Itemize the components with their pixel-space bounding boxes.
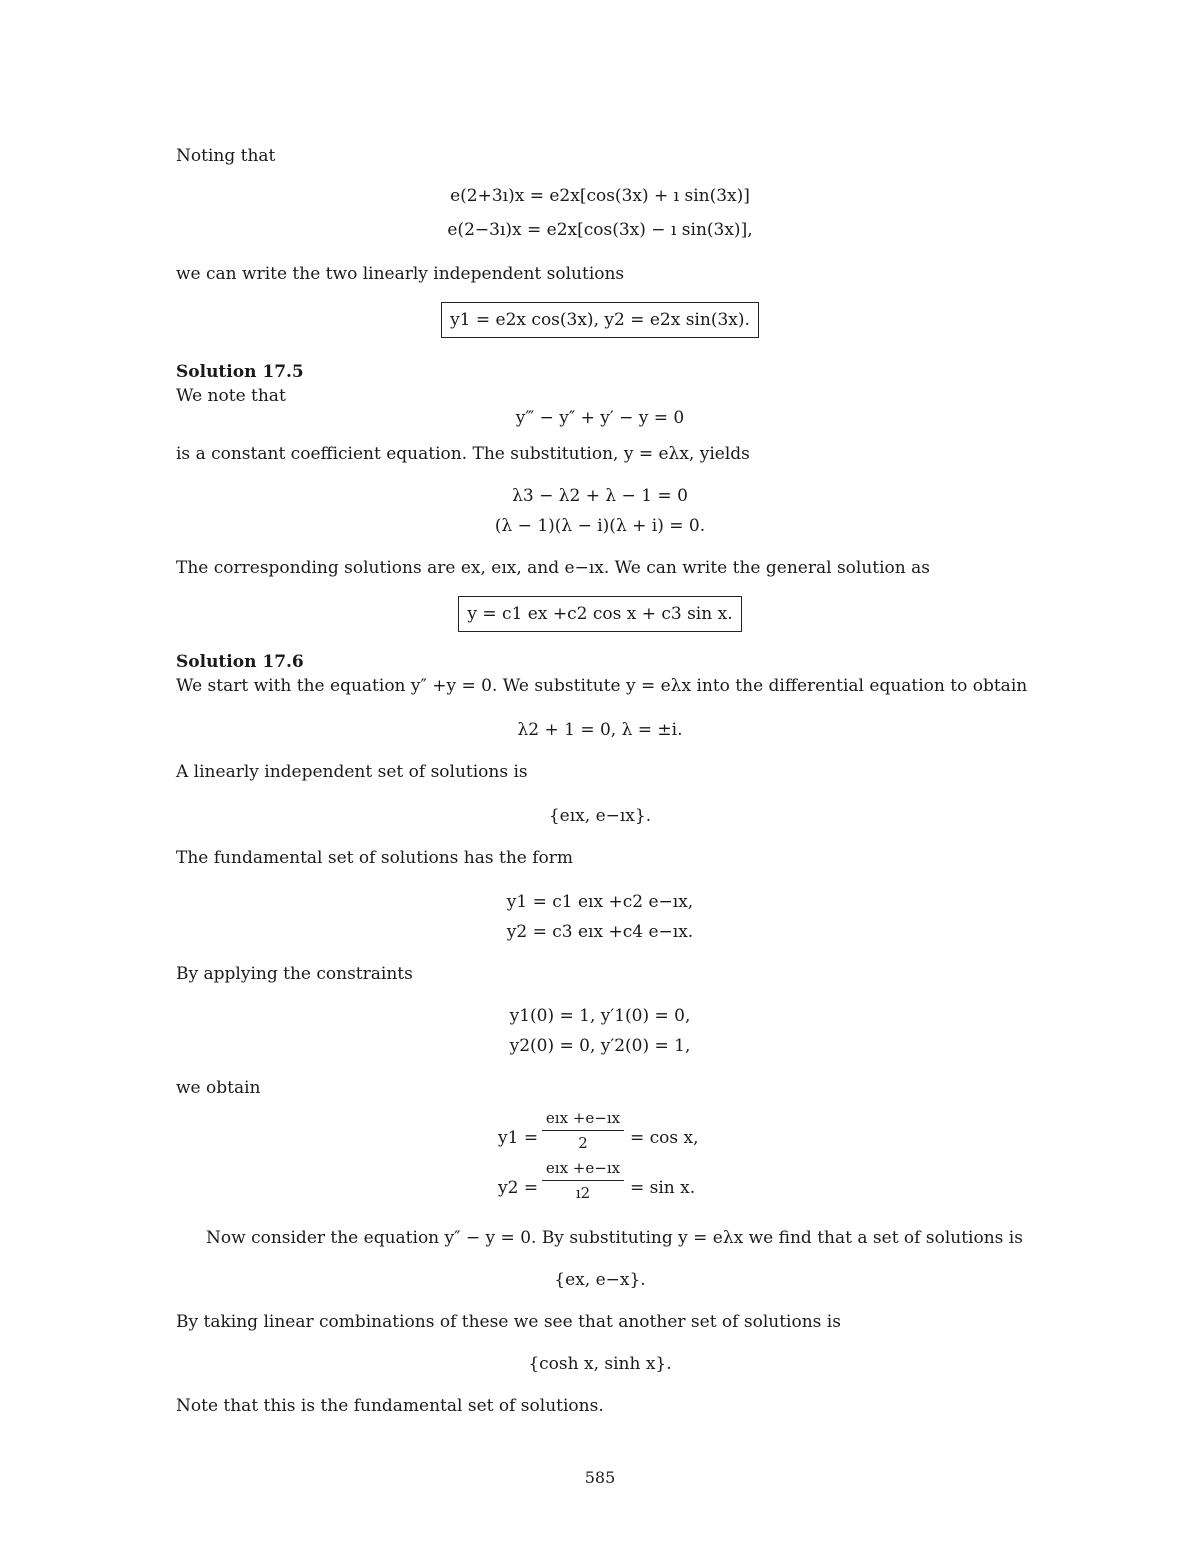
fraction-y1-bar bbox=[542, 1130, 624, 1131]
fraction-y2-bar bbox=[542, 1180, 624, 1181]
solution-17-6-constraint-1: y1(0) = 1, y′1(0) = 0, bbox=[509, 1006, 691, 1026]
solution-17-5-characteristic-1: λ3 − λ2 + λ − 1 = 0 bbox=[512, 486, 688, 506]
solution-17-6-y1-form: y1 = c1 eıx +c2 e−ıx, bbox=[506, 892, 694, 912]
fraction-y2-stack bbox=[542, 1158, 624, 1203]
solution-17-6-linear-combinations: By taking linear combinations of these we see that another set of solutions is bbox=[176, 1312, 841, 1332]
solution-17-6-start: We start with the equation y″ +y = 0. We substitute y = eλx into the differential equation to obtain bbox=[176, 676, 1028, 696]
solution-17-6-set-3: {cosh x, sinh x}. bbox=[528, 1354, 672, 1374]
paragraph-two-solutions: we can write the two linearly independent solutions bbox=[176, 264, 625, 284]
solution-17-5-heading: Solution 17.5 bbox=[176, 362, 304, 382]
page-number: 585 bbox=[584, 1468, 616, 1487]
solution-17-6-final-note: Note that this is the fundamental set of solutions. bbox=[176, 1396, 604, 1416]
boxed-solutions-1: y1 = e2x cos(3x), y2 = e2x sin(3x). bbox=[441, 302, 759, 338]
fraction-y1-numerator: eıx +e−ıx bbox=[545, 1109, 621, 1127]
solution-17-6-set-2: {ex, e−x}. bbox=[554, 1270, 646, 1290]
solution-17-6-constraint-2: y2(0) = 0, y′2(0) = 1, bbox=[509, 1036, 691, 1056]
fraction-y2-numerator: eıx +e−ıx bbox=[545, 1159, 621, 1177]
boxed-equation-wrapper bbox=[0, 302, 1200, 338]
boxed-equation-wrapper-2 bbox=[0, 596, 1200, 632]
euler-identity-2: e(2−3ı)x = e2x[cos(3x) − ı sin(3x)], bbox=[447, 220, 753, 240]
solution-17-6-now-consider: Now consider the equation y″ − y = 0. By substituting y = eλx we find that a set of solutions is bbox=[206, 1228, 1023, 1248]
fraction-y1-stack bbox=[542, 1108, 624, 1153]
solution-17-6-characteristic: λ2 + 1 = 0, λ = ±i. bbox=[517, 720, 683, 740]
solution-17-6-linind: A linearly independent set of solutions is bbox=[176, 762, 528, 782]
fraction-y2-lhs: y2 = bbox=[498, 1178, 539, 1198]
solution-17-5-characteristic-2: (λ − 1)(λ − i)(λ + i) = 0. bbox=[494, 516, 706, 536]
fraction-y1 bbox=[498, 1108, 718, 1160]
intro-text: Noting that bbox=[176, 146, 276, 166]
solution-17-6-fundamental: The fundamental set of solutions has the form bbox=[176, 848, 574, 868]
solution-17-6-y2-form: y2 = c3 eıx +c4 e−ıx. bbox=[506, 922, 694, 942]
solution-17-5-corresponding: The corresponding solutions are ex, eıx, and e−ıx. We can write the general solution as bbox=[176, 558, 931, 578]
fraction-y2-denominator: ı2 bbox=[575, 1184, 591, 1202]
fraction-y1-rhs: = cos x, bbox=[630, 1128, 699, 1148]
euler-identity-1: e(2+3ı)x = e2x[cos(3x) + ı sin(3x)] bbox=[450, 186, 750, 206]
fraction-y2 bbox=[498, 1158, 718, 1210]
solution-17-6-set-1: {eıx, e−ıx}. bbox=[548, 806, 652, 826]
fraction-y1-lhs: y1 = bbox=[498, 1128, 539, 1148]
solution-17-6-obtain: we obtain bbox=[176, 1078, 261, 1098]
solution-17-5-note: We note that bbox=[176, 386, 286, 406]
solution-17-6-apply: By applying the constraints bbox=[176, 964, 413, 984]
fraction-y2-rhs: = sin x. bbox=[630, 1178, 696, 1198]
solution-17-5-constant-text: is a constant coefficient equation. The substitution, y = eλx, yields bbox=[176, 444, 750, 464]
fraction-y1-denominator: 2 bbox=[578, 1134, 588, 1152]
solution-17-5-equation: y‴ − y″ + y′ − y = 0 bbox=[515, 408, 685, 428]
solution-17-6-heading: Solution 17.6 bbox=[176, 652, 304, 672]
boxed-general-solution: y = c1 ex +c2 cos x + c3 sin x. bbox=[458, 596, 741, 632]
